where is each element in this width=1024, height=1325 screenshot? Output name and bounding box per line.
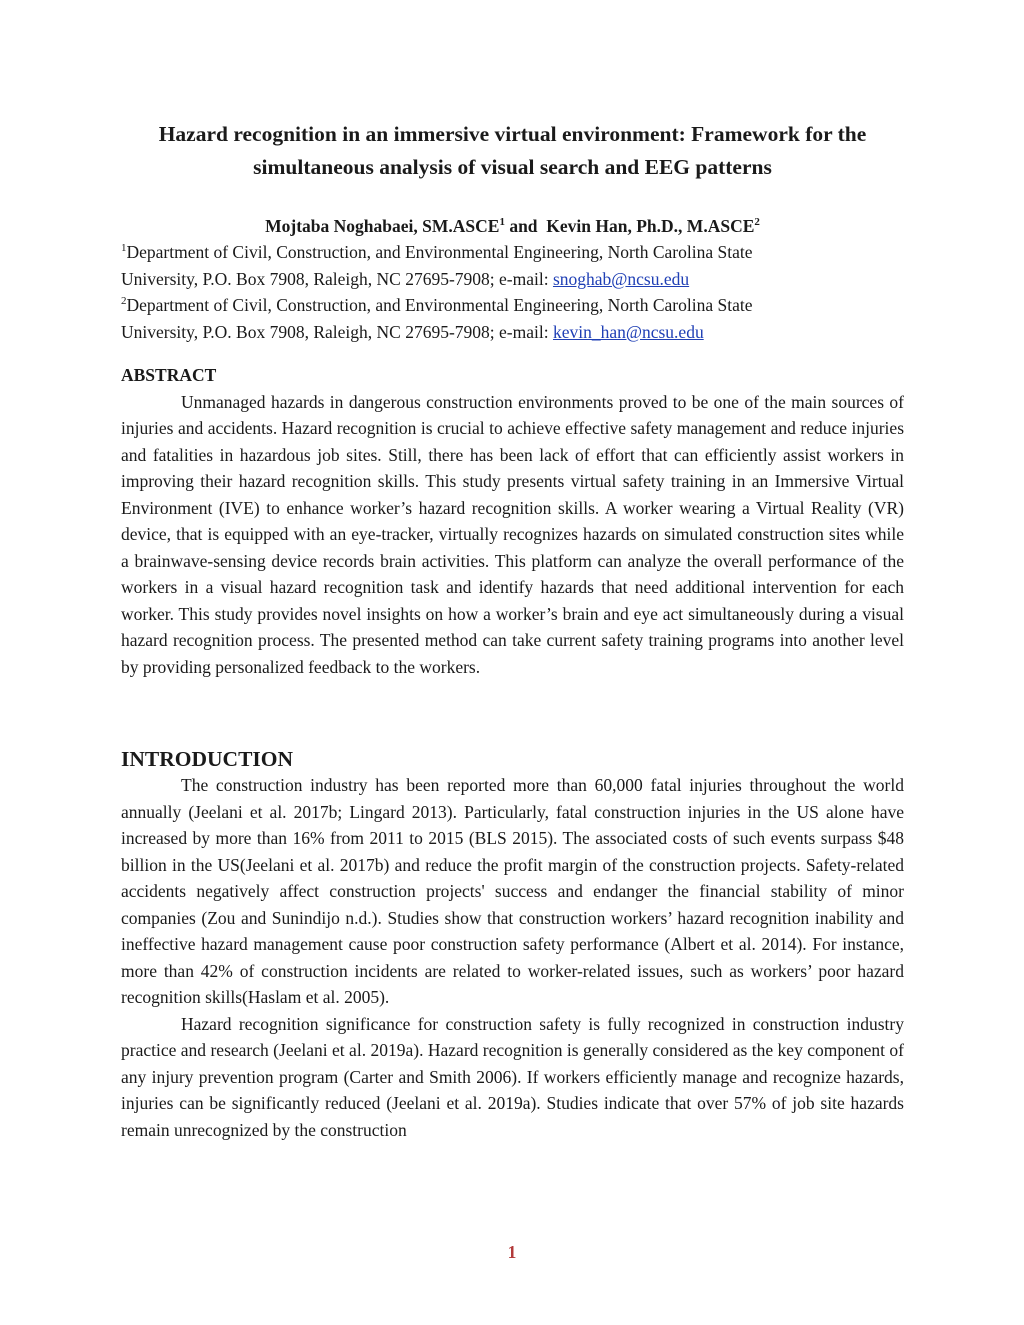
affiliation-1-email-link[interactable]: snoghab@ncsu.edu [552,268,690,289]
affiliation-2-line-2: University, P.O. Box 7908, Raleigh, NC 27695-7908; e-mail: [121,321,553,342]
affiliation-1-line-1: Department of Civil, Construction, and Environmental Engineering, North Carolina State [126,242,753,262]
affiliation-2-email-link[interactable]: kevin_han@ncsu.edu [552,321,704,342]
author-line [121,214,904,238]
page-number: 1 [507,1242,517,1262]
title-line-2: simultaneous analysis of visual search and EEG patterns [253,155,772,179]
author-2-superscript: 2 [754,216,760,228]
title-line-1: Hazard recognition in an immersive virtual environment: Framework for the [158,122,867,146]
author-connector: and [504,216,547,236]
author-1-superscript: 1 [499,216,505,228]
affiliation-2 [121,292,904,345]
abstract-paragraph: Unmanaged hazards in dangerous construction environments proved to be one of the main sources of injuries and accidents. Hazard recognition is crucial to achieve effective safety management and reduce injuries and fatalities in hazardous job sites. Still, there has been lack of effort that can efficiently assist workers in improving their hazard recognition skills. This study presents virtual safety training in an Immersive Virtual Environment (IVE) to enhance worker’s hazard recognition skills. A worker wearing a Virtual Reality (VR) device, that is equipped with an eye-tracker, virtually recognizes hazards on simulated construction sites while a brainwave-sensing device records brain activities. This platform can analyze the overall performance of the workers in a visual hazard recognition task and identify hazards that need additional intervention for each worker. This study provides novel insights on how a worker’s brain and eye act simultaneously during a visual hazard recognition process. The presented method can take current safety training programs into another level by providing personalized feedback to the workers. [121,391,904,677]
paper-page [121,118,904,1143]
introduction-paragraph-1: The construction industry has been reported more than 60,000 fatal injuries throughout the world annually (Jeelani et al. 2017b; Lingard 2013). Particularly, fatal construction injuries in the US alone have increased by more than 16% from 2011 to 2015 (BLS 2015). The associated costs of such events surpass $48 billion in the US(Jeelani et al. 2017b) and reduce the profit margin of the construction projects. Safety-related accidents negatively affect construction projects' success and endanger the financial stability of minor companies (Zou and Sunindijo n.d.). Studies show that construction workers’ hazard recognition inability and ineffective hazard management cause poor construction safety performance (Albert et al. 2014). For instance, more than 42% of construction incidents are related to worker-related issues, such as workers’ poor hazard recognition skills(Haslam et al. 2005). [121,775,904,1007]
introduction-paragraph-2: Hazard recognition significance for construction safety is fully recognized in construction industry practice and research (Jeelani et al. 2019a). Hazard recognition is generally considered as the key component of any injury prevention program (Carter and Smith 2006). If workers efficiently manage and recognize hazards, injuries can be significantly reduced (Jeelani et al. 2019a). Studies indicate that over 57% of job site hazards remain unrecognized by the construction [121,1013,904,1140]
affiliation-2-superscript: 2 [121,295,127,307]
affiliation-1-superscript: 1 [121,242,127,254]
abstract-heading: ABSTRACT [121,365,217,385]
affiliation-1-line-2: University, P.O. Box 7908, Raleigh, NC 27695-7908; e-mail: [121,268,553,289]
paper-title [121,118,904,184]
introduction-heading: INTRODUCTION [121,747,294,771]
author-1-name: Mojtaba Noghabaei, SM.ASCE [265,216,500,236]
affiliation-1 [121,239,904,292]
affiliation-2-line-1: Department of Civil, Construction, and Environmental Engineering, North Carolina State [126,295,753,315]
author-2-name: Kevin Han, Ph.D., M.ASCE [546,216,755,236]
